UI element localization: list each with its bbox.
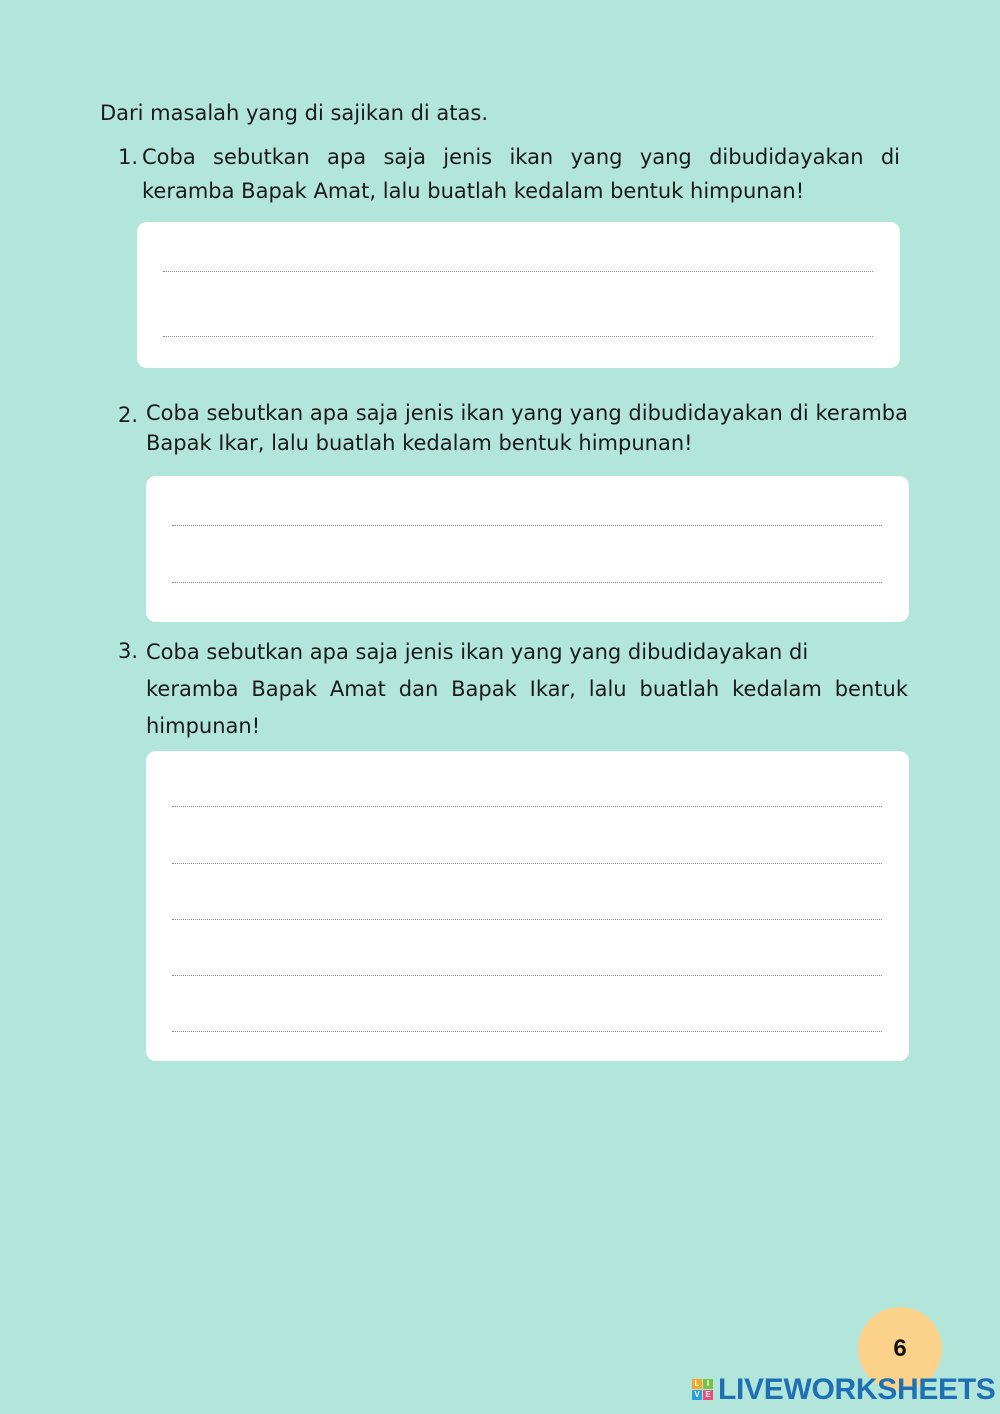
intro-text: Dari masalah yang di sajikan di atas. — [100, 101, 489, 125]
answer-line[interactable] — [172, 1031, 882, 1032]
question-number: 3. — [118, 639, 139, 663]
page-number-badge: 6 — [858, 1307, 942, 1391]
question-text-line-2: keramba Bapak Amat dan Bapak Ikar, lalu buatlah kedalam bentuk himpunan! — [146, 677, 908, 738]
brand-name: LIVEWORKSHEETS — [718, 1373, 996, 1406]
answer-box-3[interactable] — [146, 751, 909, 1061]
answer-line[interactable] — [172, 975, 882, 976]
answer-box-2[interactable] — [146, 476, 909, 622]
question-3 — [118, 634, 908, 745]
question-number: 2. — [118, 403, 139, 427]
logo-letter: V — [692, 1390, 702, 1400]
answer-box-1[interactable] — [137, 222, 900, 368]
answer-line[interactable] — [163, 271, 873, 272]
question-text-line-1: Coba sebutkan apa saja jenis ikan yang yang dibudidayakan di — [146, 640, 809, 664]
answer-line[interactable] — [172, 525, 882, 526]
question-1 — [118, 140, 900, 208]
answer-line[interactable] — [172, 863, 882, 864]
answer-line[interactable] — [163, 336, 873, 337]
liveworksheets-logo-icon — [692, 1379, 714, 1401]
logo-letter: I — [703, 1379, 713, 1389]
answer-line[interactable] — [172, 919, 882, 920]
question-text: Coba sebutkan apa saja jenis ikan yang yang dibudidayakan di keramba Bapak Amat, lalu buatlah kedalam bentuk himpunan! — [142, 145, 900, 203]
question-2 — [118, 398, 908, 458]
question-number: 1. — [118, 145, 139, 169]
answer-line[interactable] — [172, 806, 882, 807]
answer-line[interactable] — [172, 582, 882, 583]
logo-letter: L — [692, 1379, 702, 1389]
question-text — [146, 634, 908, 745]
logo-letter: E — [703, 1390, 713, 1400]
liveworksheets-brand — [692, 1373, 996, 1407]
question-text: Coba sebutkan apa saja jenis ikan yang yang dibudidayakan di keramba Bapak Ikar, lalu buatlah kedalam bentuk himpunan! — [146, 401, 908, 455]
